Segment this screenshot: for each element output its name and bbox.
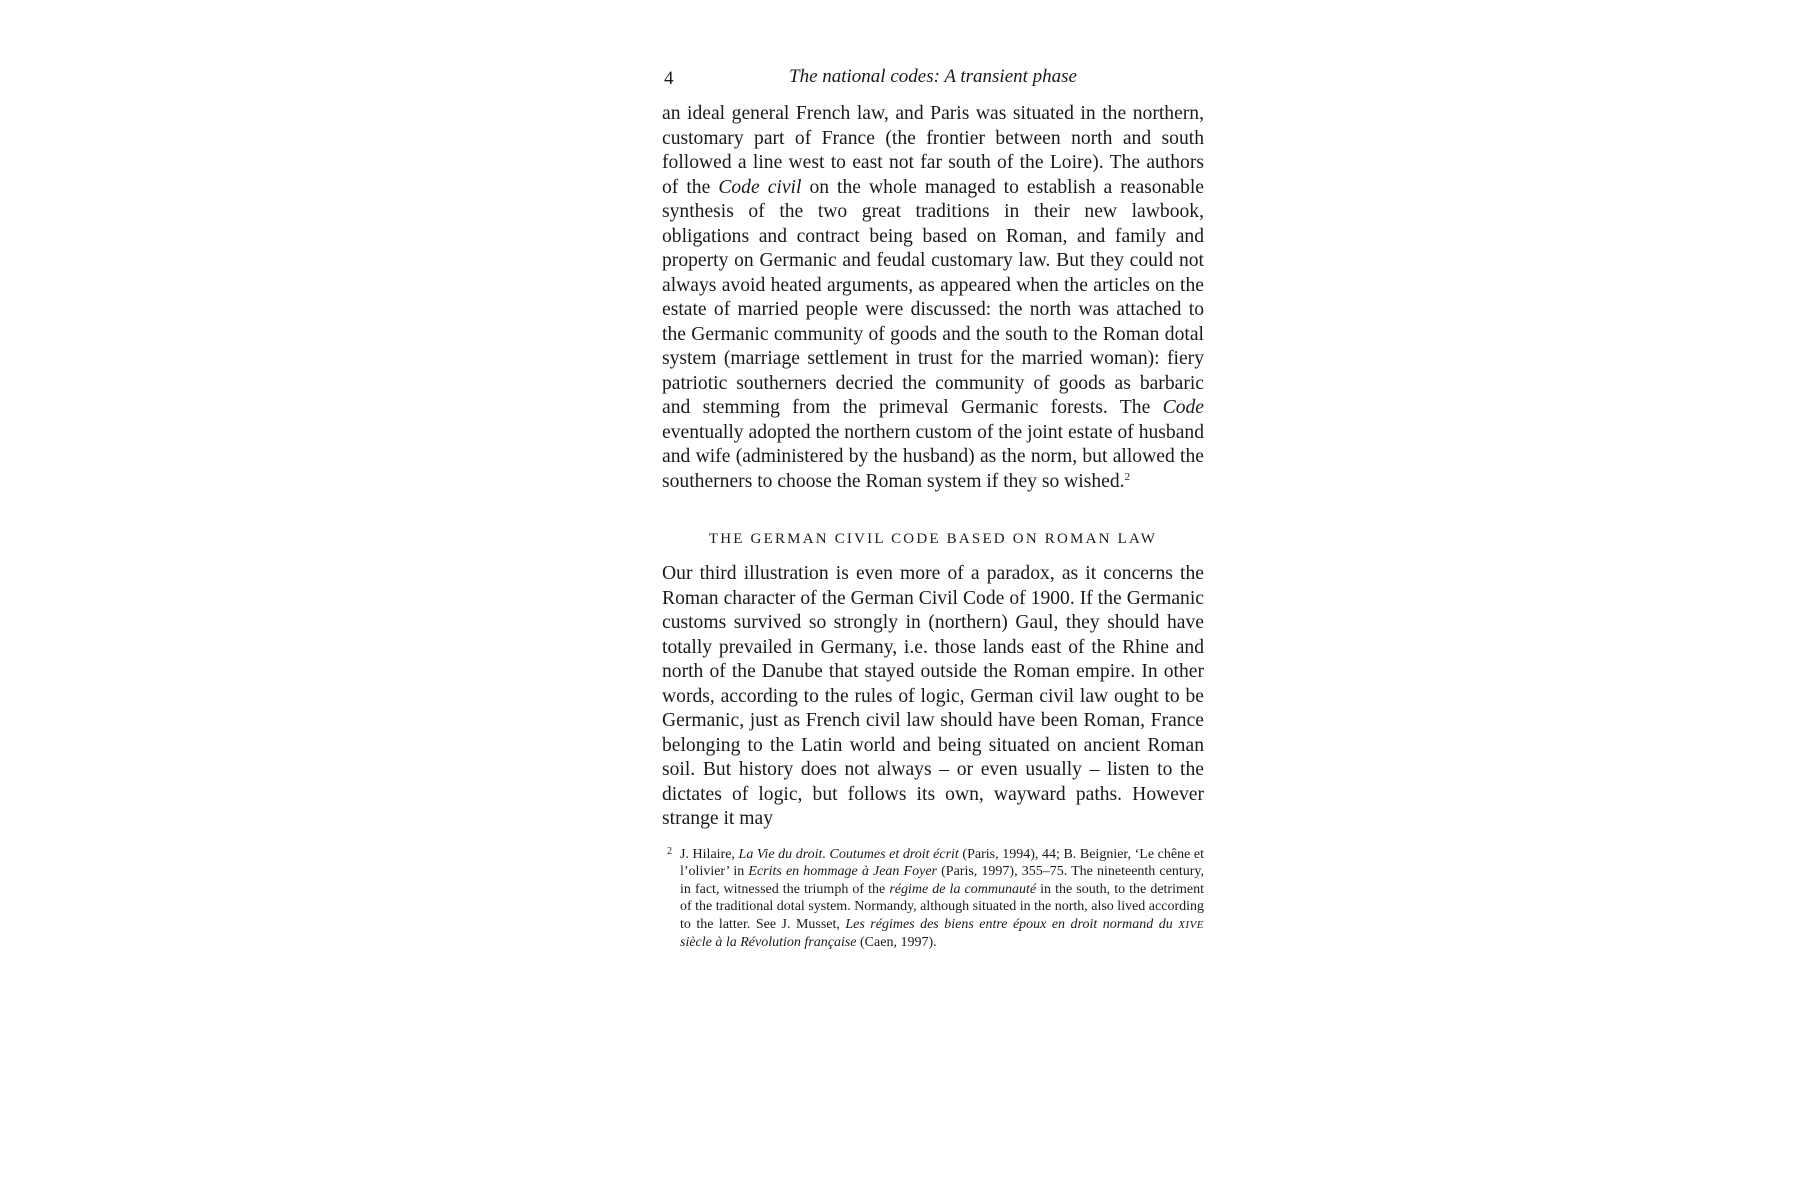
- italic-term: Code civil: [718, 176, 802, 198]
- footnote-title: régime de la communauté: [889, 881, 1037, 897]
- paragraph-text: eventually adopted the northern custom of the joint estate of husband and wife (administered by the husband) as the norm, but allowed the southerners to choose the Roman system if they so wished.: [662, 421, 1204, 492]
- footnote-text: in the south, to the detriment of the traditional dotal system. Normandy, although situated in the north, also lived according to the latter. See J. Musset,: [680, 881, 1204, 932]
- page-number: 4: [664, 68, 674, 89]
- italic-term: Code: [1162, 397, 1204, 418]
- footnote-title-part: siècle à la Révolution française: [680, 935, 857, 950]
- footnote: [662, 846, 1204, 952]
- footnote-text: (Paris, 1994), 44; B. Beignier, ‘Le chêne et l’olivier’ in: [680, 846, 1205, 879]
- book-page: [662, 62, 1204, 952]
- section-heading: THE GERMAN CIVIL CODE BASED ON ROMAN LAW: [708, 531, 1158, 547]
- footnote-text: J. Hilaire,: [680, 846, 739, 862]
- footnote-title-part: Les régimes des biens entre époux en droit normand du: [845, 916, 1179, 932]
- century-small-caps: XIVE: [1178, 918, 1205, 931]
- running-title: The national codes: A transient phase: [789, 66, 1077, 87]
- running-head: [662, 62, 1204, 92]
- footnote-title: Ecrits en hommage à Jean Foyer: [748, 864, 937, 879]
- footnote-text: (Caen, 1997).: [856, 935, 937, 950]
- footnote-reference[interactable]: 2: [1124, 470, 1131, 483]
- paragraph-text: on the whole managed to establish a reasonable synthesis of the two great traditions in their new lawbook, obligations and contract being based on Roman, and family and property on Germanic and feudal customary law. But they could not always avoid heated arguments, as appeared when the articles on the estate of married people were discussed: the north was attached to the Germanic community of goods and the south to the Roman dotal system (marriage settlement in trust for the married woman): fiery patriotic southerners decried the community of goods as barbaric and stemming from the primeval Germanic forests. The: [662, 176, 1204, 418]
- footnote-text: (Paris, 1997), 355–75. The nineteenth century, in fact, witnessed the triumph of the: [680, 864, 1204, 897]
- footnote-mark: 2: [667, 845, 672, 857]
- paragraph-german-code: Our third illustration is even more of a paradox, as it concerns the Roman character of the German Civil Code of 1900. If the Germanic customs survived so strongly in (northern) Gaul, they should have totally prevailed in Germany, i.e. those lands east of the Rhine and north of the Danube that stayed outside the Roman empire. In other words, according to the rules of logic, German civil law ought to be Germanic, just as French civil law should have been Roman, France belonging to the Latin world and being situated on ancient Roman soil. But history does not always – or even usually – listen to the dictates of logic, but follows its own, wayward paths. However strange it may: [662, 563, 1204, 829]
- paragraph-french-code: [662, 102, 1204, 494]
- paragraph-text: an ideal general French law, and Paris was situated in the northern, customary part of France (the frontier between north and south followed a line west to east not far south of the Loire). The authors of the: [662, 103, 1204, 198]
- footnote-title: La Vie du droit. Coutumes et droit écrit: [738, 846, 959, 862]
